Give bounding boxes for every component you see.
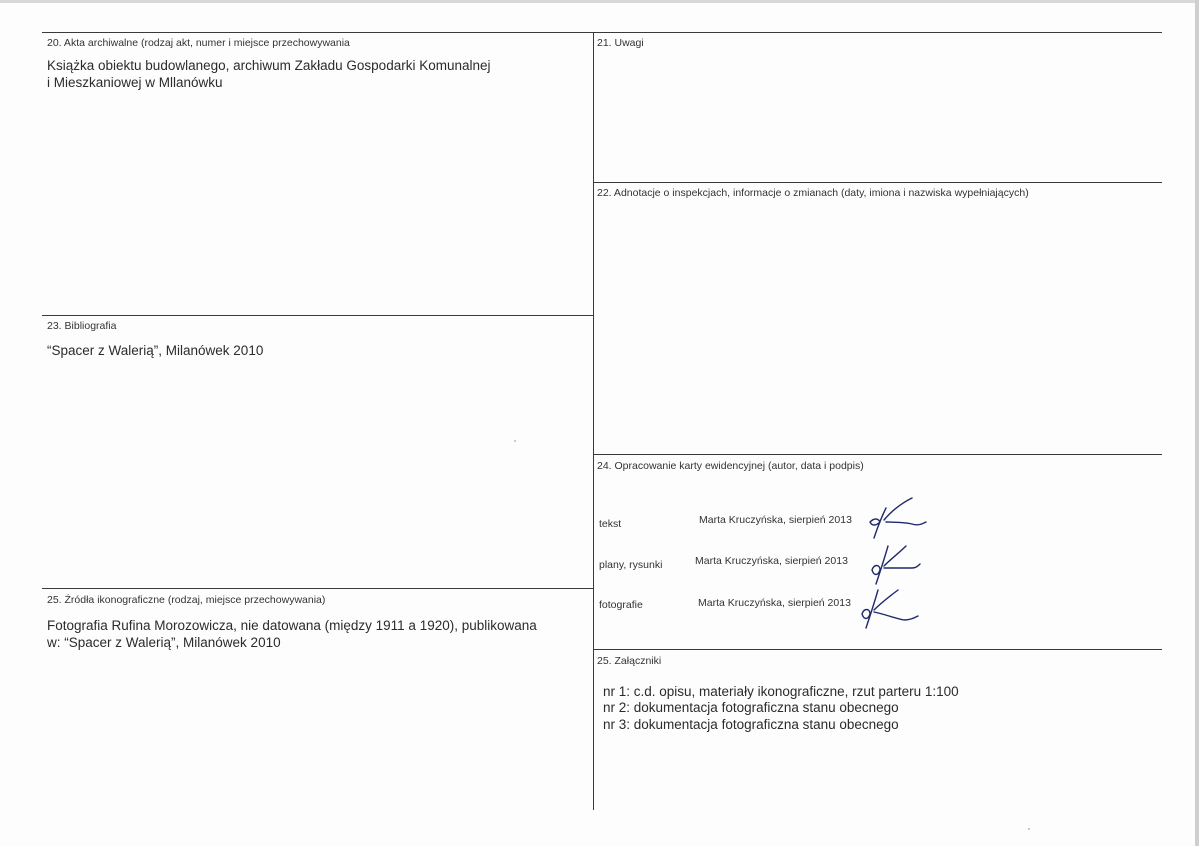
scan-edge-right — [1195, 0, 1199, 846]
rule-25-right — [593, 649, 1162, 650]
section-23-label: 23. Bibliografia — [47, 320, 117, 332]
signature-tekst — [860, 496, 932, 544]
rule-top-left — [42, 32, 593, 33]
rule-25-left — [42, 588, 593, 589]
signature-fotografie — [854, 582, 924, 630]
section-24-label: 24. Opracowanie karty ewidencyjnej (autor, data i podpis) — [597, 460, 864, 472]
rule-top-right — [593, 32, 1162, 33]
section-23-text: “Spacer z Walerią”, Milanówek 2010 — [47, 343, 264, 358]
section-25-sources-line2: w: “Spacer z Walerią”, Milanówek 2010 — [47, 635, 281, 650]
attachment-item-3: nr 3: dokumentacja fotograficzna stanu obecnego — [603, 717, 899, 732]
rule-22 — [593, 182, 1162, 183]
row-type-fotografie: fotografie — [599, 599, 643, 611]
row-type-tekst: tekst — [599, 518, 622, 530]
signature-plany — [862, 540, 926, 588]
rule-center-vertical — [593, 32, 594, 810]
section-25-sources-label: 25. Źródła ikonograficzne (rodzaj, miejsce przechowywania) — [47, 594, 326, 606]
scan-edge-top — [0, 0, 1199, 3]
section-25-attachments-label: 25. Załączniki — [597, 655, 662, 667]
row-author-plany: Marta Kruczyńska, sierpień 2013 — [695, 555, 848, 567]
attachment-item-1: nr 1: c.d. opisu, materiały ikonograficzne, rzut parteru 1:100 — [603, 684, 959, 699]
section-21-label: 21. Uwagi — [597, 37, 644, 49]
attachment-item-2: nr 2: dokumentacja fotograficzna stanu obecnego — [603, 700, 899, 715]
section-25-sources-line1: Fotografia Rufina Morozowicza, nie datowana (między 1911 a 1920), publikowana — [47, 618, 537, 633]
row-type-plany: plany, rysunki — [599, 559, 663, 571]
section-20-line2: i Mieszkaniowej w Mllanówku — [47, 75, 223, 90]
section-20-line1: Książka obiektu budowlanego, archiwum Zakładu Gospodarki Komunalnej — [47, 58, 491, 73]
section-20-label: 20. Akta archiwalne (rodzaj akt, numer i miejsce przechowywania — [47, 37, 350, 49]
row-author-fotografie: Marta Kruczyńska, sierpień 2013 — [698, 597, 851, 609]
row-author-tekst: Marta Kruczyńska, sierpień 2013 — [699, 514, 852, 526]
scan-speck — [1028, 828, 1030, 830]
rule-24 — [593, 454, 1162, 455]
scan-speck — [514, 440, 516, 442]
section-22-label: 22. Adnotacje o inspekcjach, informacje o zmianach (daty, imiona i nazwiska wypełniających) — [597, 187, 1029, 199]
rule-23 — [42, 315, 593, 316]
